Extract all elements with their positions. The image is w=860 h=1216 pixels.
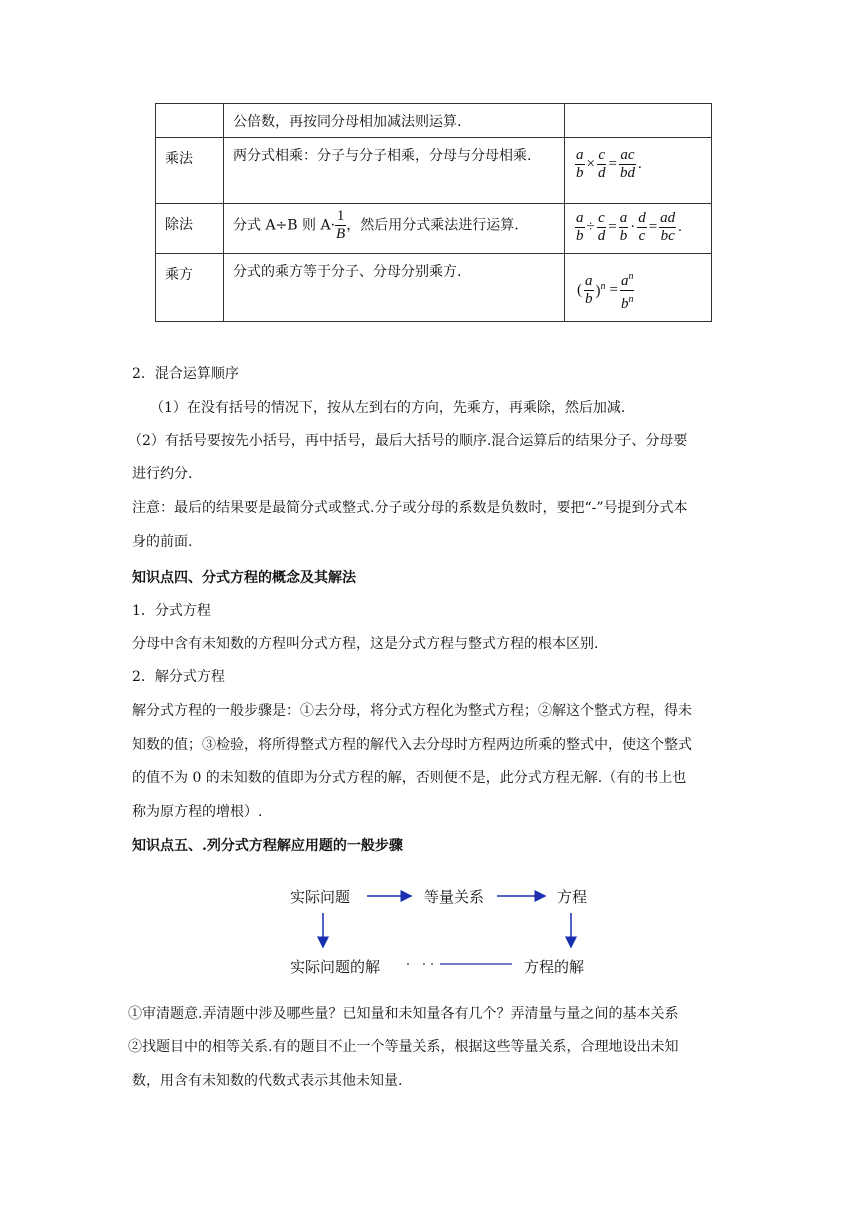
op-formula: $\frac{a}{b}$ × $\frac{c}{d}$ = $\frac{ac}{bd}$ . bbox=[565, 138, 712, 204]
paragraph: 知数的值；③检验，将所得整式方程的解代入去分母时方程两边所乘的整式中，使这个整式 bbox=[132, 737, 692, 753]
op-rule-text: 分式 A÷B 则 A· bbox=[233, 217, 336, 234]
paragraph: 解分式方程的一般步骤是：①去分母，将分式方程化为整式方程；②解这个整式方程，得未 bbox=[132, 703, 692, 719]
op-rule: 公倍数，再按同分母相加减法则运算. bbox=[224, 104, 565, 138]
op-name: 乘法 bbox=[156, 138, 224, 204]
section-title: 知识点四、分式方程的概念及其解法 bbox=[132, 570, 356, 586]
paragraph: （2）有括号要按先小括号，再中括号，最后大括号的顺序.混合运算后的结果分子、分母要 bbox=[128, 433, 688, 449]
paragraph: 分母中含有未知数的方程叫分式方程，这是分式方程与整式方程的根本区别. bbox=[132, 636, 599, 652]
op-name: 除法 bbox=[156, 204, 224, 254]
flow-node-equation-solution: 方程的解 bbox=[524, 958, 585, 976]
note-paragraph: 注意：最后的结果要是最简分式或整式.分子或分母的系数是负数时，要把“-”号提到分式本 bbox=[132, 500, 688, 516]
paragraph: 称为原方程的增根）. bbox=[132, 804, 263, 820]
op-formula: ( $\frac{a}{b}$ )$^n$ = $\frac{a^n}{b^n}$ bbox=[565, 254, 712, 322]
paragraph: 的值不为 0 的未知数的值即为分式方程的解，否则便不是，此分式方程无解.（有的书上也 bbox=[132, 770, 687, 786]
subheading: 1．分式方程 bbox=[132, 603, 211, 619]
flow-node-real-problem: 实际问题 bbox=[290, 888, 351, 906]
op-rule: 分式 A÷B 则 A· $\frac{1}{B}$ ，然后用分式乘法进行运算. bbox=[224, 204, 565, 254]
flow-node-real-solution: 实际问题的解 bbox=[290, 958, 381, 976]
note-paragraph: 身的前面. bbox=[132, 534, 193, 550]
flow-node-equation: 方程 bbox=[557, 888, 588, 906]
step-paragraph: ②找题目中的相等关系.有的题目不止一个等量关系，根据这些等量关系，合理地设出未知 bbox=[128, 1039, 679, 1055]
step-paragraph: ①审清题意.弄清题中涉及哪些量？已知量和未知量各有几个？弄清量与量之间的基本关系 bbox=[128, 1006, 679, 1022]
op-name: 乘方 bbox=[156, 254, 224, 322]
section-heading: 2．混合运算顺序 bbox=[132, 366, 239, 382]
flow-node-equality: 等量关系 bbox=[424, 888, 485, 906]
op-rule-text: ，然后用分式乘法进行运算. bbox=[346, 217, 519, 234]
step-paragraph: 数，用含有未知数的代数式表示其他未知量. bbox=[132, 1073, 403, 1089]
subheading: 2．解分式方程 bbox=[132, 669, 225, 685]
op-rule: 两分式相乘：分子与分子相乘，分母与分母相乘. bbox=[224, 138, 565, 204]
op-rule: 分式的乘方等于分子、分母分别乘方. bbox=[224, 254, 565, 322]
paragraph: 进行约分. bbox=[132, 466, 193, 482]
op-formula: $\frac{a}{b}$ ÷ $\frac{c}{d}$ = $\frac{a}{b}$ · $\frac{d}{c}$ = $\frac{ad}{bc}$ . bbox=[565, 204, 712, 254]
paragraph: （1）在没有括号的情况下，按从左到右的方向，先乘方，再乘除，然后加减. bbox=[150, 400, 626, 416]
section-title: 知识点五、.列分式方程解应用题的一般步骤 bbox=[132, 838, 403, 854]
